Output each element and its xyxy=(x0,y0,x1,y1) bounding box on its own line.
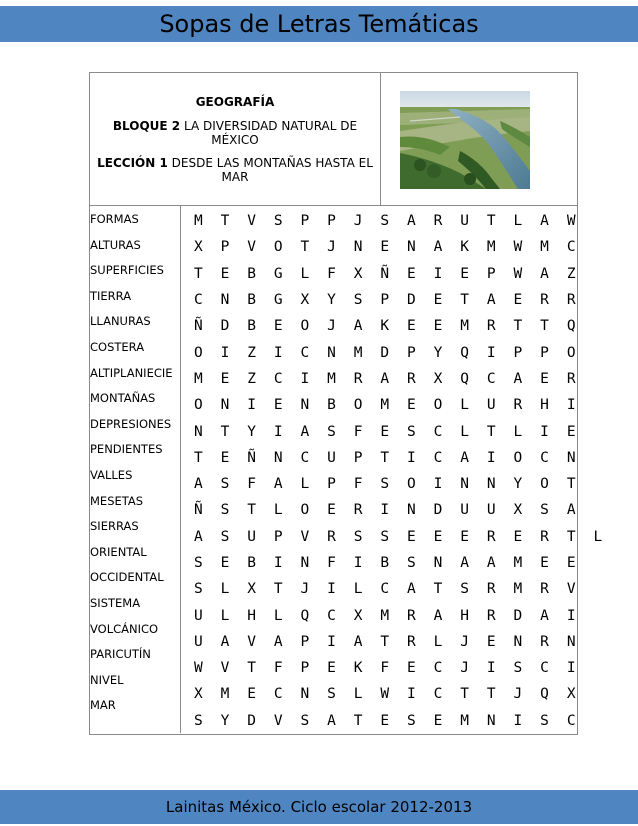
letter-grid-row xyxy=(194,681,620,707)
letter-row-text: SLXTJILCATSRMRV xyxy=(194,581,594,598)
letter-grid-row xyxy=(194,261,620,287)
block-line xyxy=(90,119,380,147)
word-list-item: TIERRA xyxy=(90,288,132,303)
letter-row-text: CNBGXYSPDETAERR xyxy=(194,292,594,309)
word-list-item: SUPERFICIES xyxy=(90,263,164,278)
letter-row-text: OIZICNMDPYQIPPO xyxy=(194,344,594,361)
letter-row-text: TEBGLFXÑEIEPWAZ xyxy=(194,265,594,282)
word-list-item: LLANURAS xyxy=(90,314,151,329)
letter-row-text: ASUPVRSSEEERERTL xyxy=(194,528,621,545)
footer-text: Lainitas México. Ciclo escolar 2012-2013 xyxy=(165,798,473,816)
letter-grid-row xyxy=(194,366,620,392)
letter-row-text: ÑDBEOJAKEEMRTTQ xyxy=(194,318,594,335)
word-list-item: VOLCÁNICO xyxy=(90,621,159,636)
river-landscape-photo xyxy=(400,91,530,189)
letter-grid xyxy=(194,208,620,734)
letter-row-text: ONIENBOMEOLURHI xyxy=(194,397,594,414)
letter-grid-row xyxy=(194,234,620,260)
letter-grid-row xyxy=(194,655,620,681)
letter-row-text: MEZCIMRARXQCAER xyxy=(194,370,594,387)
word-list-item: ORIENTAL xyxy=(90,544,147,559)
letter-grid-row xyxy=(194,576,620,602)
letter-row-text: ASFALPFSOINNYOT xyxy=(194,476,594,493)
lesson-line xyxy=(90,156,380,184)
letter-row-text: TEÑNCUPTICAIOCN xyxy=(194,449,594,466)
title-banner xyxy=(0,6,638,42)
letter-row-text: WVTFPEKFECJISCI xyxy=(194,660,594,677)
word-search-box xyxy=(89,205,621,735)
letter-row-text: SEBINFIBSNAAMEE xyxy=(194,555,594,571)
letter-grid-row xyxy=(194,208,620,234)
word-list-item: ALTURAS xyxy=(90,237,141,252)
lesson-info-text xyxy=(90,95,380,193)
letter-row-text: XPVOTJNENAKMWMC xyxy=(194,239,594,256)
word-list-item: NIVEL xyxy=(90,672,124,687)
word-list-item: COSTERA xyxy=(90,339,145,354)
letter-grid-row xyxy=(194,524,620,550)
river-landscape-image xyxy=(400,91,530,189)
letter-row-text: SYDVSATESEMNISC xyxy=(194,712,594,729)
letter-grid-row xyxy=(194,339,620,365)
letter-row-text: ULHLQCXMRAHRDAI xyxy=(194,607,594,624)
letter-grid-row xyxy=(194,550,620,576)
letter-row-text: UAVAPIATRLJENRN xyxy=(194,633,594,650)
word-list-item: FORMAS xyxy=(90,212,139,226)
block-label: BLOQUE 2 xyxy=(112,119,181,133)
grid-divider xyxy=(180,205,181,733)
letter-grid-row xyxy=(194,471,620,497)
word-list-item: VALLES xyxy=(90,467,133,482)
subject-heading: GEOGRAFÍA xyxy=(195,95,275,109)
letter-row-text: MTVSPPJSARUTLAW xyxy=(194,213,594,230)
letter-grid-row xyxy=(194,313,620,339)
footer-banner xyxy=(0,790,638,824)
letter-grid-row xyxy=(194,497,620,523)
header-divider xyxy=(380,73,381,205)
letter-grid-row xyxy=(194,418,620,444)
word-list-item: DEPRESIONES xyxy=(90,416,172,431)
block-text: LA DIVERSIDAD NATURAL DE MÉXICO xyxy=(183,119,358,147)
word-list-item: MAR xyxy=(90,698,116,713)
word-list-item: PENDIENTES xyxy=(90,442,163,457)
page-title: Sopas de Letras Temáticas xyxy=(159,10,479,38)
word-list-item: PARICUTÍN xyxy=(90,647,151,662)
letter-grid-row xyxy=(194,708,620,734)
lesson-label: LECCIÓN 1 xyxy=(97,156,168,170)
word-list-item: MESETAS xyxy=(90,493,144,508)
lesson-info-box xyxy=(89,72,578,206)
word-list-item: OCCIDENTAL xyxy=(90,570,164,585)
letter-grid-row xyxy=(194,602,620,628)
letter-grid-row xyxy=(194,445,620,471)
word-list-item: ALTIPLANIECIE xyxy=(90,365,173,380)
letter-row-text: NTYIASFESCLTLIE xyxy=(194,423,594,440)
letter-grid-row xyxy=(194,392,620,418)
word-list-item: SIERRAS xyxy=(90,519,139,534)
word-list-item: MONTAÑAS xyxy=(90,391,156,406)
letter-row-text: ÑSTLOERINDUUXSA xyxy=(194,502,594,519)
word-list-item: SISTEMA xyxy=(90,595,141,610)
letter-grid-row xyxy=(194,629,620,655)
word-list xyxy=(90,211,180,723)
lesson-text: DESDE LAS MONTAÑAS HASTA EL MAR xyxy=(171,156,373,184)
letter-row-text: XMECNSLWICTTJQX xyxy=(194,686,594,703)
letter-grid-row xyxy=(194,287,620,313)
